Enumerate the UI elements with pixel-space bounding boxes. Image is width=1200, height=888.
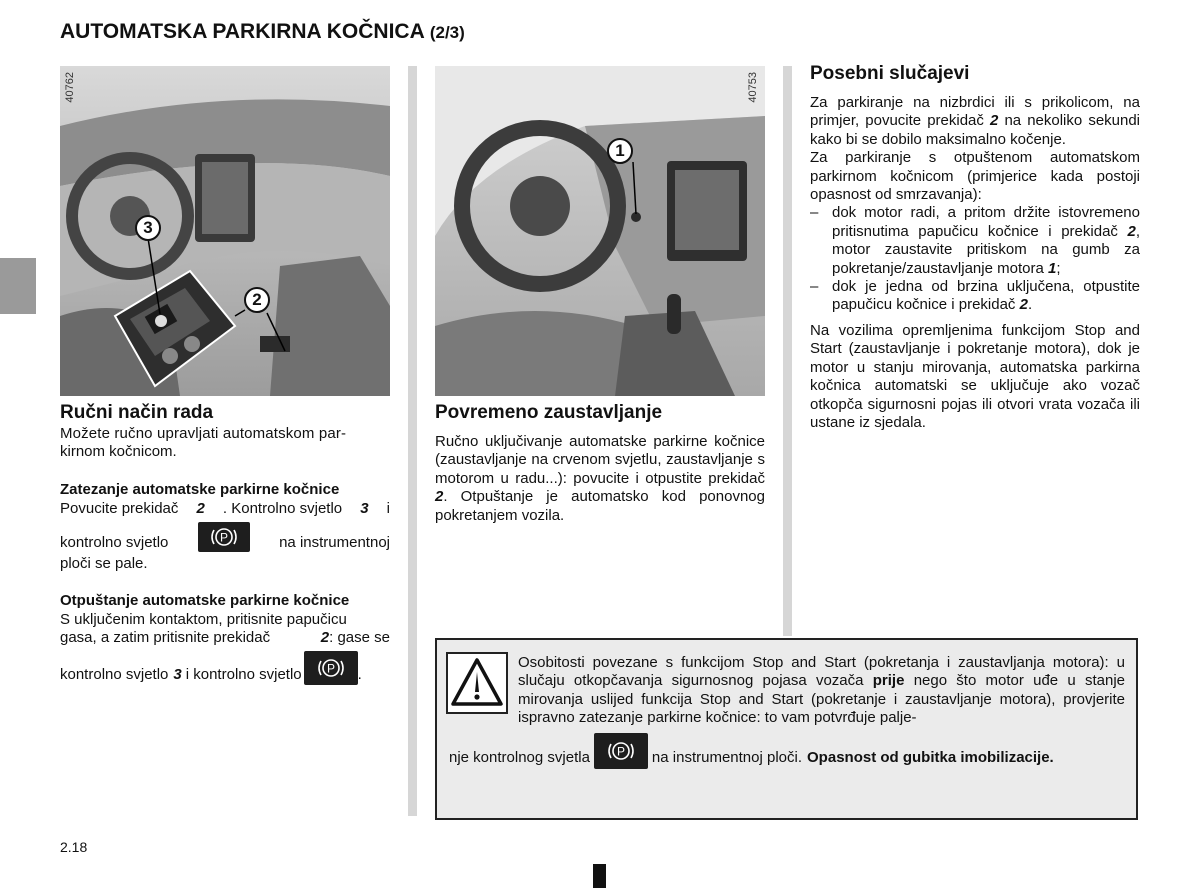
release-line-2 [60, 629, 390, 647]
warning-line-2-bold: Opasnost od gubitka imobilizacije. [807, 748, 1054, 766]
manual-mode-intro [60, 425, 390, 462]
special-cases-p3: Na vozilima opremljenima funkcijom Stop and Start (zaustavljanje i pokretanje motora), dok je motor u stanju mirovanja, automatska parkirna kočnica automatski se uključuje ako vozač otkopča sigurnosni pojas ili otvori vrata vozača ili ustane iz sjedala. [810, 321, 1140, 431]
figure-middle-code: 40753 [747, 72, 759, 103]
figure-left-code: 40762 [64, 72, 76, 103]
apply-line-1-num2: 3 [360, 500, 369, 517]
apply-line-1-a: Povucite prekidač [60, 500, 179, 517]
special-cases-p1-num: 2 [990, 112, 999, 130]
list-item-1-a: dok motor radi, a pritom držite istovremeno pritisnutima papučicu kočnice i prekidač [832, 204, 1140, 240]
list-item-2-b: . [1027, 296, 1033, 314]
list-item-2-a: dok je jedna od brzina uključena, otpustite papučicu kočnice i prekidač [832, 278, 1140, 314]
warning-line-2 [449, 733, 1054, 769]
figure-middle-dashboard [435, 66, 765, 396]
callout-3: 3 [135, 215, 161, 241]
warning-line-2-b: na instrumentnoj ploči. [651, 748, 803, 766]
warning-triangle-icon [448, 654, 506, 712]
warning-text-b: nego što motor uđe u stanje mirovanja uslijed funkcija Stop and Start (pokretanje i zaustavljanje motora), provjerite ispravno zatezanje parkirne kočnice: to vam potvrđuje palje- [518, 672, 1125, 727]
warning-line-2-a: nje kontrolnog svjetla [449, 748, 590, 766]
warning-text-bold: prije [872, 672, 905, 690]
warning-text [518, 654, 1125, 728]
apply-line-1-b: . Kontrolno svjetlo [222, 500, 343, 517]
dashboard-illustration-middle [435, 66, 765, 396]
svg-text:P: P [326, 661, 335, 676]
intro-line-1-text: Možete ručno upravljati automatskom par- [60, 425, 347, 442]
parking-brake-warning-light-icon [198, 522, 250, 552]
special-cases-list [810, 204, 1140, 314]
apply-line-1-num1: 2 [196, 500, 205, 517]
release-line-3-b: i kontrolno svjetlo [185, 665, 302, 683]
apply-line-2-a: kontrolno svjetlo [60, 533, 169, 551]
special-cases-p2: Za parkiranje s otpuštenom automatskom parkirnom kočnicom (primjerice kada postoji opasnost od smrzavanja): [810, 149, 1140, 204]
apply-line-2-b: na instrumentnoj [279, 533, 390, 551]
apply-brake-text [60, 500, 390, 518]
apply-brake-heading: Zatezanje automatske parkirne kočnice [60, 481, 340, 498]
release-brake-text [60, 611, 390, 648]
svg-text:P: P [616, 744, 625, 759]
chapter-tab [0, 258, 36, 314]
release-line-3 [60, 651, 362, 685]
release-brake-heading: Otpuštanje automatske parkirne kočnice [60, 592, 350, 609]
temporary-stop-num: 2 [435, 488, 444, 506]
list-item [810, 278, 1140, 315]
intro-line-2: kirnom kočnicom. [60, 443, 177, 461]
page-number: 2.18 [60, 839, 88, 855]
apply-line-1 [60, 500, 390, 518]
page-title-text: AUTOMATSKA PARKIRNA KOČNICA [60, 20, 424, 43]
parking-brake-warning-light-icon [594, 733, 648, 769]
release-line-3-c: . [357, 665, 362, 683]
special-cases-p1-b: na nekoliko sekundi kako bi se dobilo maksimalno kočenje. [810, 112, 1141, 148]
list-item-1-b: , motor zaustavite pritiskom na gumb za pokretanje/zaustavljanje motora [832, 222, 1141, 277]
svg-text:P: P [219, 530, 228, 545]
warning-text-a: Osobitosti povezane s funkcijom Stop and Start (pokretanja i zaustavljanja motora): u slučaju otkopčavanja sigurnosnog pojasa vozača [518, 654, 1125, 690]
page-title [60, 20, 465, 44]
callout-1: 1 [607, 138, 633, 164]
temporary-stop-text-a: Ručno uključivanje automatske parkirne kočnice (zaustavljanje na crvenom svjetlu, zaustavljanje s motorom u radu...): povucite i otpustite prekidač [435, 433, 765, 487]
special-cases-heading: Posebni slučajevi [810, 63, 970, 84]
temporary-stop-text [435, 433, 765, 525]
release-line-2-b: : gase se [329, 629, 390, 647]
release-line-1 [60, 611, 390, 629]
intro-line-1 [60, 425, 390, 443]
list-item-1-num1: 2 [1127, 222, 1136, 240]
list-item-2-num: 2 [1019, 296, 1028, 314]
release-line-3-a: kontrolno svjetlo [60, 665, 169, 683]
list-item-1-num2: 1 [1047, 259, 1057, 277]
release-line-2-num: 2 [320, 629, 330, 647]
dashboard-illustration-left [60, 66, 390, 396]
manual-mode-heading: Ručni način rada [60, 402, 214, 423]
special-cases-p1-a: Za parkiranje na nizbrdici ili s prikolicom, na primjer, povucite prekidač [810, 94, 1140, 130]
figure-left-dashboard [60, 66, 390, 396]
list-item-1-c: ; [1056, 259, 1061, 277]
parking-brake-warning-light-icon [304, 651, 358, 685]
callout-2: 2 [244, 287, 270, 313]
apply-line-1-c: i [386, 500, 390, 517]
column-divider-right [783, 66, 792, 636]
special-cases-p1 [810, 94, 1140, 149]
release-line-2-a: gasa, a zatim pritisnite prekidač [60, 629, 271, 647]
apply-line-2 [60, 522, 390, 552]
page-title-suffix: (2/3) [429, 23, 465, 42]
apply-line-3: ploči se pale. [60, 555, 148, 572]
release-line-1-text: S uključenim kontaktom, pritisnite papučicu [60, 611, 347, 628]
column-divider-left [408, 66, 417, 816]
temporary-stop-text-b: . Otpuštanje je automatsko kod ponovnog pokretanjem vozila. [435, 488, 765, 524]
special-cases-body [810, 94, 1140, 432]
warning-icon-frame [446, 652, 508, 714]
release-line-3-num: 3 [173, 665, 182, 683]
list-item [810, 204, 1140, 278]
temporary-stop-heading: Povremeno zaustavljanje [435, 402, 663, 423]
page-edge-marker [593, 864, 606, 888]
